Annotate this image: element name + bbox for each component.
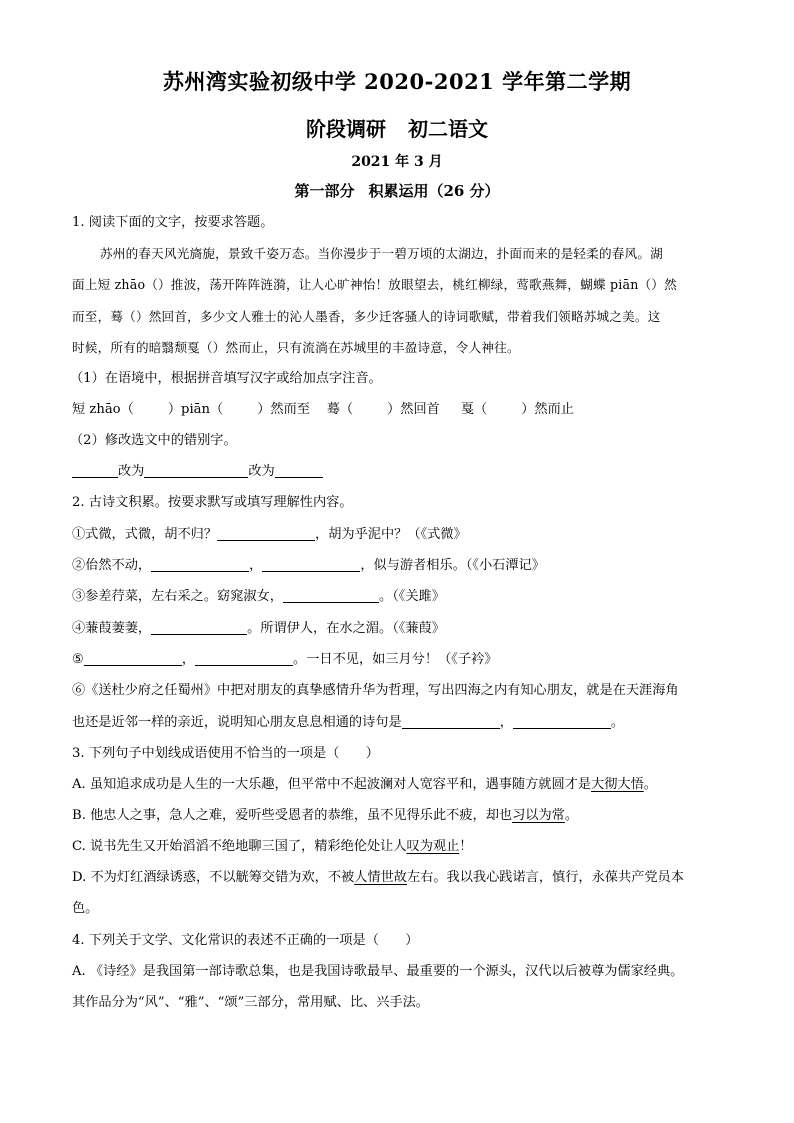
answer-blank[interactable] [151,557,249,572]
q2-line-6-cont: 也还是近邻一样的亲近，说明知心朋友息息相通的诗句是 ， 。 [72,715,625,730]
answer-blank[interactable] [275,463,323,478]
answer-blank[interactable] [72,463,118,478]
q1-passage-line: 而至，蓦（）然回首，多少文人雅士的沁人墨香，多少迁客骚人的诗词歌赋，带着我们领略苏城之美。这 [72,309,661,324]
underlined-idiom: 人情世故 [354,870,407,885]
answer-blank[interactable] [151,620,247,635]
answer-blank[interactable] [513,714,611,729]
answer-blank[interactable] [195,651,293,666]
q1-passage-line: 时候，所有的暗翳颓戛（）然而止，只有流淌在苏城里的丰盈诗意，令人神往。 [72,340,520,355]
exam-title: 苏州湾实验初级中学 2020-2021 学年第二学期 [162,69,632,94]
exam-date: 2021 年 3 月 [351,154,443,170]
q2-line-3: ③参差荇菜，左右采之。窈窕淑女， 。（《关雎》 [72,589,445,604]
answer-blank[interactable] [283,588,379,603]
q1-sub1-items: 短 zhāo（ ）piān（ ）然而至 蓦（ ）然回首 戛（ ）然而止 [72,402,574,417]
q1-passage-line: 面上短 zhāo（）推波，荡开阵阵涟漪，让人心旷神怡！放眼望去，桃红柳绿，莺歌燕舞，蝴蝶 piān（）然 [72,277,677,292]
q4-stem: 4. 下列关于文学、文化常识的表述不正确的一项是（ ） [72,933,419,948]
q2-line-6: ⑥《送杜少府之任蜀州》中把对朋友的真挚感情升华为哲理，写出四海之内有知心朋友，就是在天涯海角 [72,683,679,698]
q4-option-a[interactable]: A. 《诗经》是我国第一部诗歌总集，也是我国诗歌最早、最重要的一个源头，汉代以后被尊为儒家经典。 [72,964,684,979]
q1-passage-line: 苏州的春天风光旖旎，景致千姿万态。当你漫步于一碧万顷的太湖边，扑面而来的是轻柔的春风。湖 [100,246,663,261]
q2-line-4: ④蒹葭萋萋， 。所谓伊人，在水之湄。（《蒹葭》 [72,621,445,636]
answer-blank[interactable] [84,651,182,666]
underlined-idiom: 叹为观止 [406,839,460,854]
q2-line-2: ②佁然不动， ， ，似与游者相乐。（《小石潭记》 [72,558,545,573]
q3-option-d-cont: 色。 [72,901,99,916]
q4-option-a-cont: 其作品分为“风”、“雅”、“颂”三部分，常用赋、比、兴手法。 [72,995,429,1010]
exam-subtitle [0,113,794,142]
answer-blank[interactable] [217,526,315,541]
q3-stem: 3. 下列句子中划线成语使用不恰当的一项是（ ） [72,746,379,761]
q2-line-1: ①式微，式微，胡不归？ ，胡为乎泥中？（《式微》 [72,527,467,542]
answer-blank[interactable] [402,714,500,729]
q1-sub2: （2）修改选文中的错别字。 [70,433,237,448]
answer-blank[interactable] [144,463,248,478]
item-zhao: 短 zhāo（ [72,402,134,417]
item-pian: ）piān（ [167,402,224,417]
underlined-idiom: 习以为常 [512,808,565,823]
q3-option-c[interactable]: C. 说书先生又开始滔滔不绝地聊三国了，精彩绝伦处让人叹为观止！ [72,839,473,854]
section-title: 积累运用（26 分） [368,182,500,200]
section-heading [0,180,794,201]
item-mo: 蓦（ [326,402,354,417]
q1-sub1: （1）在语境中，根据拼音填写汉字或给加点字注音。 [70,371,382,386]
q3-option-a[interactable]: A. 虽知追求成功是人生的一大乐趣，但平常中不起波澜对人宽容平和，遇事随方就圆才是大彻大悟。 [72,777,657,792]
q3-option-d[interactable]: D. 不为灯红酒绿诱惑，不以觥筹交错为欢，不被人情世故左右。我以我心践诺言，慎行，永葆共产党员本 [72,870,684,885]
q2-line-5: ⑤ ， 。一日不见，如三月兮！（《子衿》 [72,652,498,667]
q1-sub2-answer: 改为 改为 [72,463,323,481]
subtitle-stage: 阶段调研 [306,117,386,141]
subtitle-subject: 初二语文 [408,117,488,141]
q3-option-b[interactable]: B. 他忠人之事，急人之难，爱听些受恩者的恭维，虽不见得乐此不疲，却也习以为常。 [72,808,579,823]
section-number: 第一部分 [294,182,355,200]
q1-stem: 1. 阅读下面的文字，按要求答题。 [72,215,274,230]
underlined-idiom: 大彻大悟 [591,777,644,792]
q2-stem: 2. 古诗文积累。按要求默写或填写理解性内容。 [72,495,353,510]
answer-blank[interactable] [262,557,360,572]
item-jia: 戛（ [460,402,488,417]
